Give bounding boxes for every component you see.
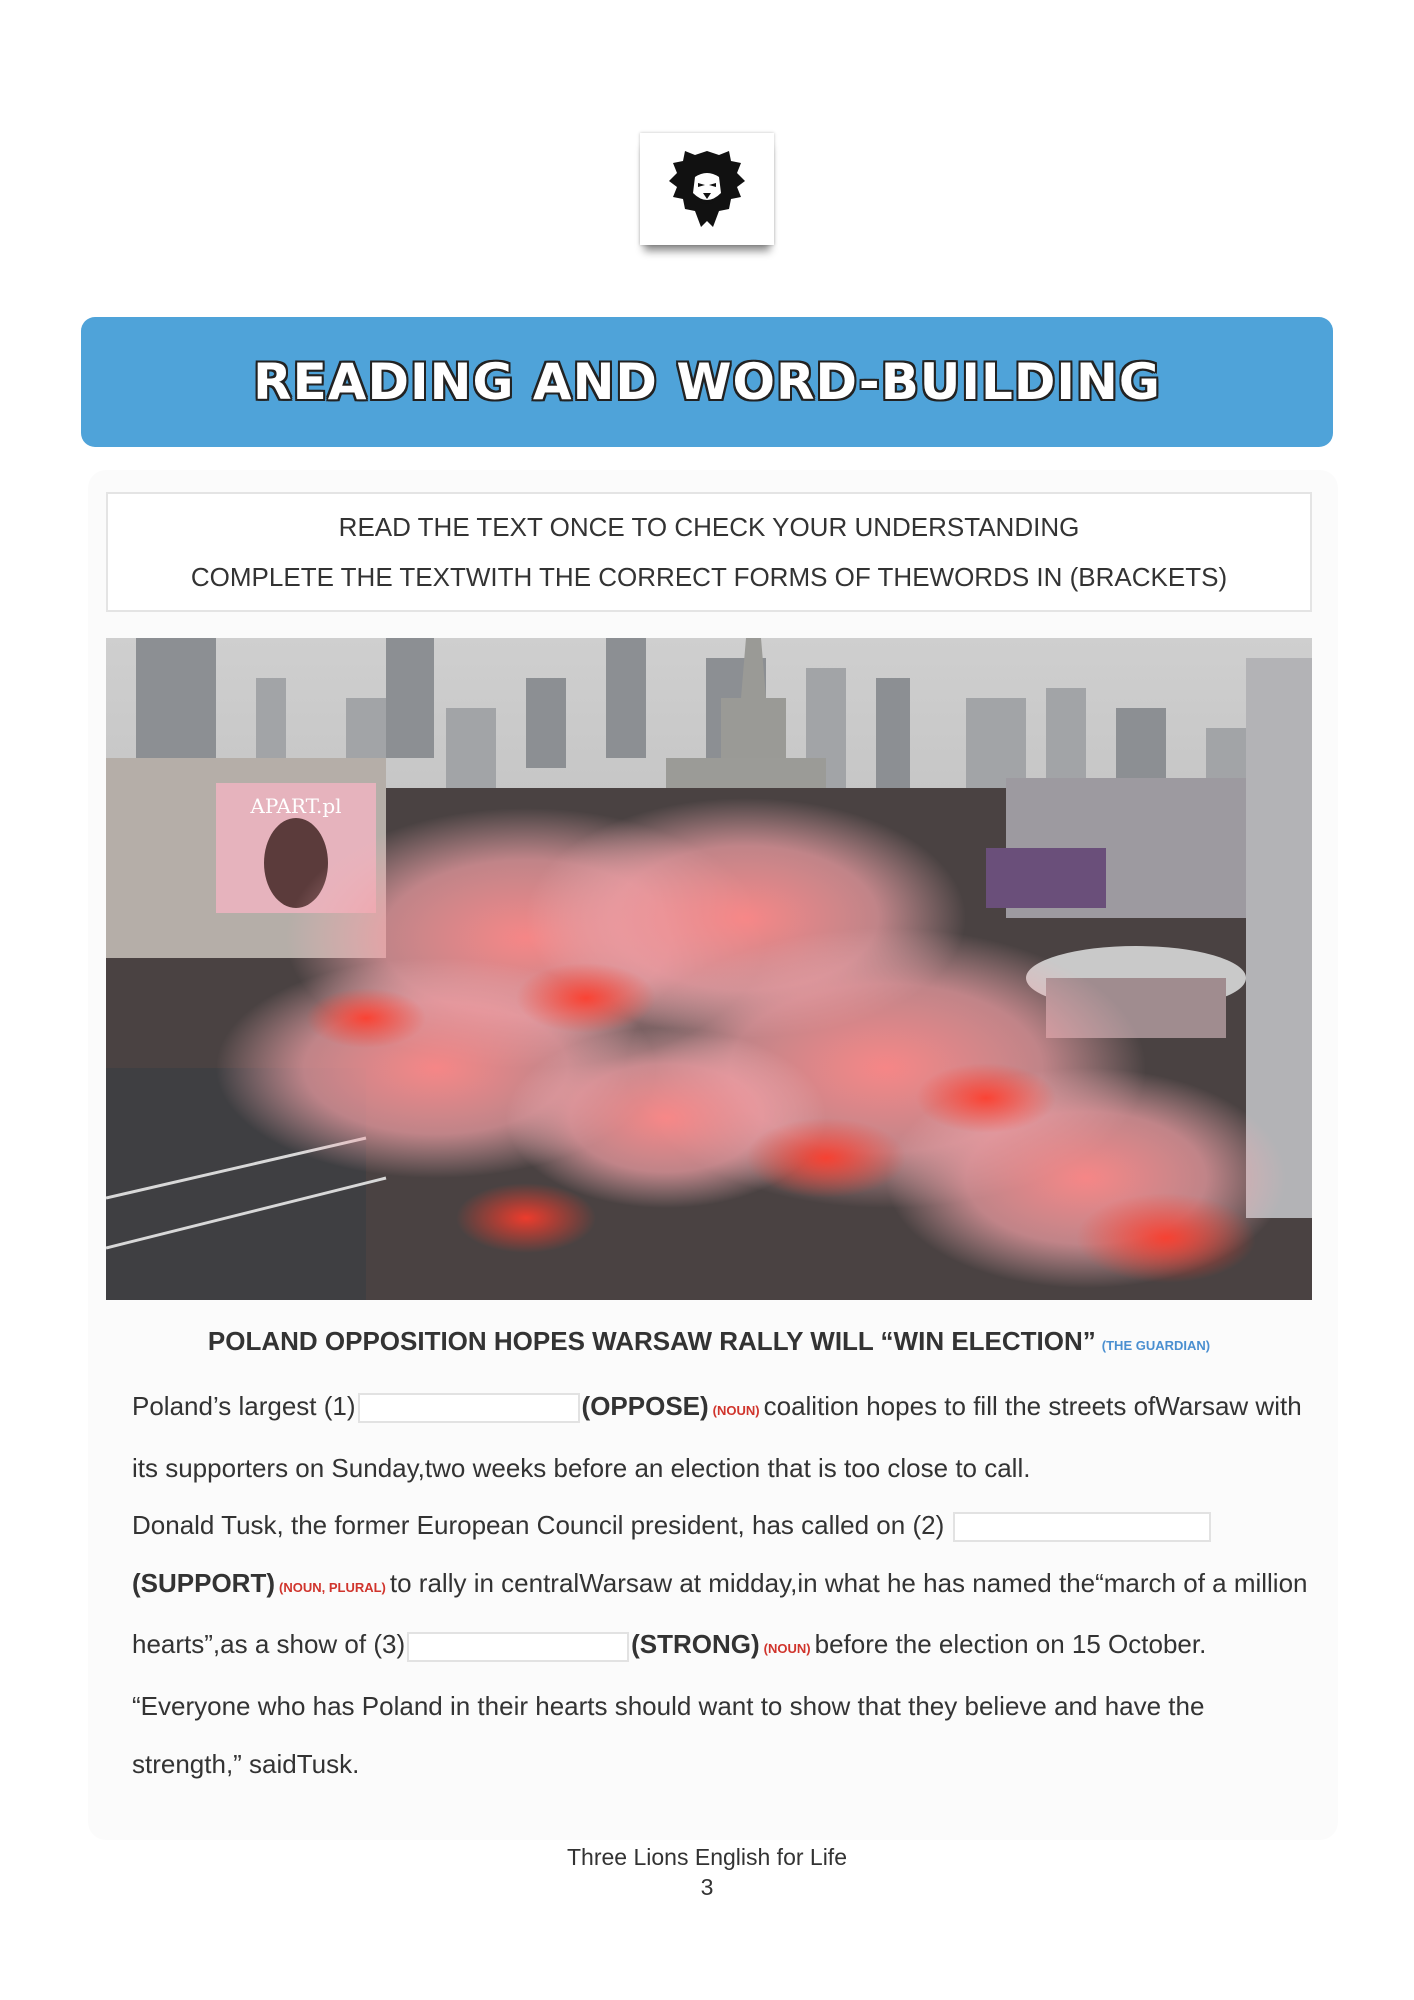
section-banner — [81, 317, 1333, 447]
gap-2-input[interactable] — [953, 1512, 1211, 1542]
gap-2-pos: (NOUN, PLURAL) — [279, 1579, 386, 1595]
section-title: READING AND WORD-BUILDING — [253, 353, 1161, 411]
rally-photo — [106, 638, 1312, 1300]
instruction-line-2: COMPLETE THE TEXTWITH THE CORRECT FORMS OF THEWORDS IN (BRACKETS) — [190, 562, 1228, 592]
paragraph-1 — [132, 1378, 1312, 1497]
gap-2-word: (SUPPORT) — [132, 1567, 275, 1598]
article-source: (THE GUARDIAN) — [1101, 1338, 1211, 1353]
gap-1-input[interactable] — [358, 1393, 580, 1423]
billboard-text: APART.pl — [250, 794, 342, 818]
footer-text: Three Lions English for Life — [567, 1844, 847, 1870]
paragraph-2 — [132, 1497, 1312, 1678]
article-body — [132, 1378, 1312, 1793]
instructions-box — [106, 492, 1312, 612]
paragraph-3: “Everyone who has Poland in their hearts should want to show that they believe and have the strength,” saidTusk. — [132, 1690, 1205, 1779]
lion-head-icon — [667, 147, 747, 231]
gap-3-word: (STRONG) — [631, 1629, 760, 1660]
gap-3-input[interactable] — [407, 1632, 629, 1662]
gap-1-word: (OPPOSE) — [581, 1391, 709, 1421]
instruction-line-1: READ THE TEXT ONCE TO CHECK YOUR UNDERSTANDING — [338, 512, 1080, 542]
gap-3-pos: (NOUN) — [763, 1641, 811, 1657]
gap-1-pos: (NOUN) — [712, 1403, 760, 1418]
page-footer — [0, 1842, 1414, 1902]
paragraph-1-end: coalition hopes to fill the streets ofWarsaw with its supporters on Sunday,two weeks before an election that is too close to call. — [132, 1391, 1302, 1483]
article-title: POLAND OPPOSITION HOPES WARSAW RALLY WILL “WIN ELECTION” — [207, 1326, 1096, 1356]
page-number: 3 — [700, 1874, 714, 1900]
paragraph-2-middle: to rally in centralWarsaw at midday,in what he has named the“march of a million hearts”,as a show of (3) — [132, 1567, 1308, 1660]
article-heading — [106, 1326, 1312, 1357]
paragraph-1-start: Poland’s largest (1) — [132, 1391, 356, 1421]
paragraph-2-end: before the election on 15 October. — [814, 1629, 1207, 1660]
logo-badge — [640, 133, 774, 245]
paragraph-2-start: Donald Tusk, the former European Council president, has called on (2) — [132, 1510, 945, 1541]
